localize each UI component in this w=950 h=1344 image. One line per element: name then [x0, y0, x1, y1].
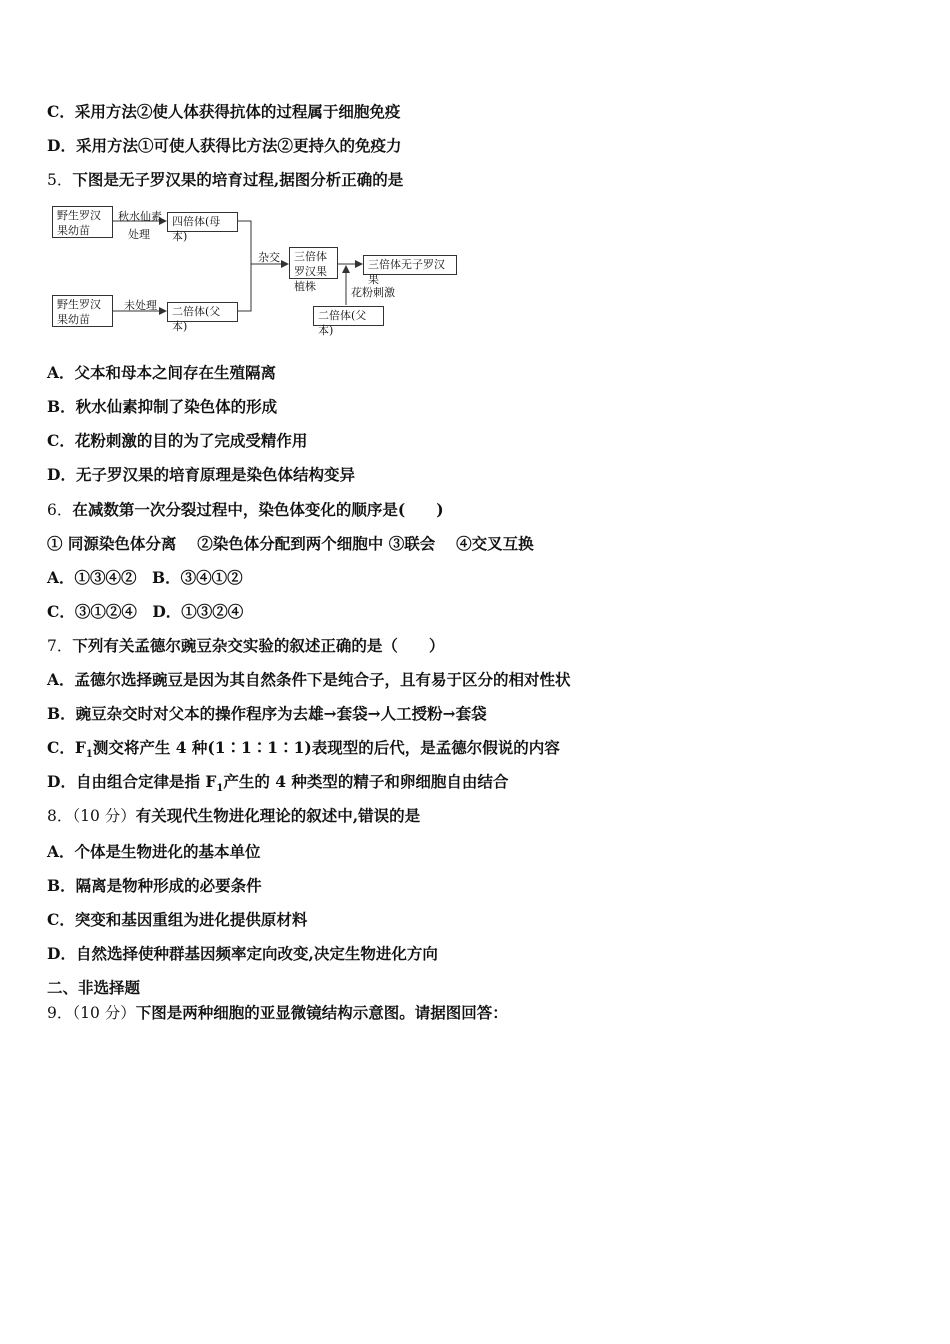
diploid-father-box: 二倍体(父本)	[167, 302, 238, 322]
triploid-plant-box: 三倍体罗汉果植株	[289, 247, 338, 279]
untreated-label: 未处理	[124, 299, 157, 312]
q8-option-d: D．自然选择使种群基因频率定向改变,决定生物进化方向	[47, 944, 438, 963]
cross-label: 杂交	[258, 251, 280, 264]
q7-option-c-text: 测交将产生 4 种(1∶1∶1∶1)表现型的后代，是孟德尔假说的内容	[92, 738, 560, 757]
q8-option-a: A．个体是生物进化的基本单位	[47, 842, 261, 861]
q6-stem	[47, 500, 444, 520]
q5-number: 5．	[47, 171, 73, 189]
q5-option-b: B．秋水仙素抑制了染色体的形成	[47, 397, 278, 416]
q7-stem	[47, 636, 444, 656]
q8-number: 8．（10 分）	[47, 807, 136, 825]
seedless-fruit-box: 三倍体无子罗汉果	[363, 255, 457, 275]
q5-option-d: D．无子罗汉果的培育原理是染色体结构变异	[47, 465, 355, 484]
q7-number: 7．	[47, 637, 73, 655]
colchicine-label: 秋水仙素	[118, 210, 162, 223]
q9-stem-text: 下图是两种细胞的亚显微镜结构示意图。请据图回答：	[135, 1003, 508, 1022]
wild-seedling-box-top: 野生罗汉果幼苗	[52, 206, 113, 238]
q4-option-c: C．采用方法②使人体获得抗体的过程属于细胞免疫	[47, 102, 401, 121]
q7-option-c-subscript: 1	[85, 749, 93, 761]
q5-stem-text: 下图是无子罗汉果的培育过程,据图分析正确的是	[72, 170, 404, 189]
q8-stem-text: 有关现代生物进化理论的叙述中,错误的是	[135, 806, 421, 825]
diagram-connectors	[0, 0, 950, 340]
q9-number: 9．（10 分）	[47, 1004, 136, 1022]
q6-number: 6．	[47, 501, 73, 519]
q7-option-c-prefix: C．F	[47, 738, 86, 757]
q4-option-d: D．采用方法①可使人获得比方法②更持久的免疫力	[47, 136, 402, 155]
q8-option-c: C．突变和基因重组为进化提供原材料	[47, 910, 308, 929]
q7-option-d-prefix: D．自由组合定律是指 F	[47, 772, 217, 791]
q7-option-d-text: 产生的 4 种类型的精子和卵细胞自由结合	[223, 772, 509, 791]
wild-seedling-box-bottom: 野生罗汉果幼苗	[52, 295, 113, 327]
q7-option-a: A．孟德尔选择豌豆是因为其自然条件下是纯合子，且有易于区分的相对性状	[47, 670, 571, 689]
section-heading: 二、非选择题	[47, 978, 141, 997]
treatment-label: 处理	[128, 228, 150, 241]
q7-option-d	[47, 772, 508, 799]
diploid-father-box-2: 二倍体(父本)	[313, 306, 384, 326]
q7-option-d-subscript: 1	[216, 783, 224, 795]
q6-options-ab: A．①③④② B．③④①②	[47, 568, 243, 587]
q6-stem-text: 在减数第一次分裂过程中，染色体变化的顺序是( )	[72, 500, 444, 519]
pollen-stimulation-label: 花粉刺激	[351, 286, 395, 299]
q6-items: ① 同源染色体分离 ②染色体分配到两个细胞中 ③联会 ④交叉互换	[47, 534, 534, 553]
q7-option-c	[47, 738, 560, 765]
q7-stem-text: 下列有关孟德尔豌豆杂交实验的叙述正确的是（ ）	[72, 636, 445, 655]
q5-option-c: C．花粉刺激的目的为了完成受精作用	[47, 431, 308, 450]
q8-stem	[47, 806, 420, 826]
tetraploid-mother-box: 四倍体(母本)	[167, 212, 238, 232]
q5-option-a: A．父本和母本之间存在生殖隔离	[47, 363, 277, 382]
q6-options-cd: C．③①②④ D．①③②④	[47, 602, 244, 621]
q8-option-b: B．隔离是物种形成的必要条件	[47, 876, 262, 895]
q9-stem	[47, 1003, 508, 1023]
q7-option-b: B．豌豆杂交时对父本的操作程序为去雄→套袋→人工授粉→套袋	[47, 704, 487, 723]
